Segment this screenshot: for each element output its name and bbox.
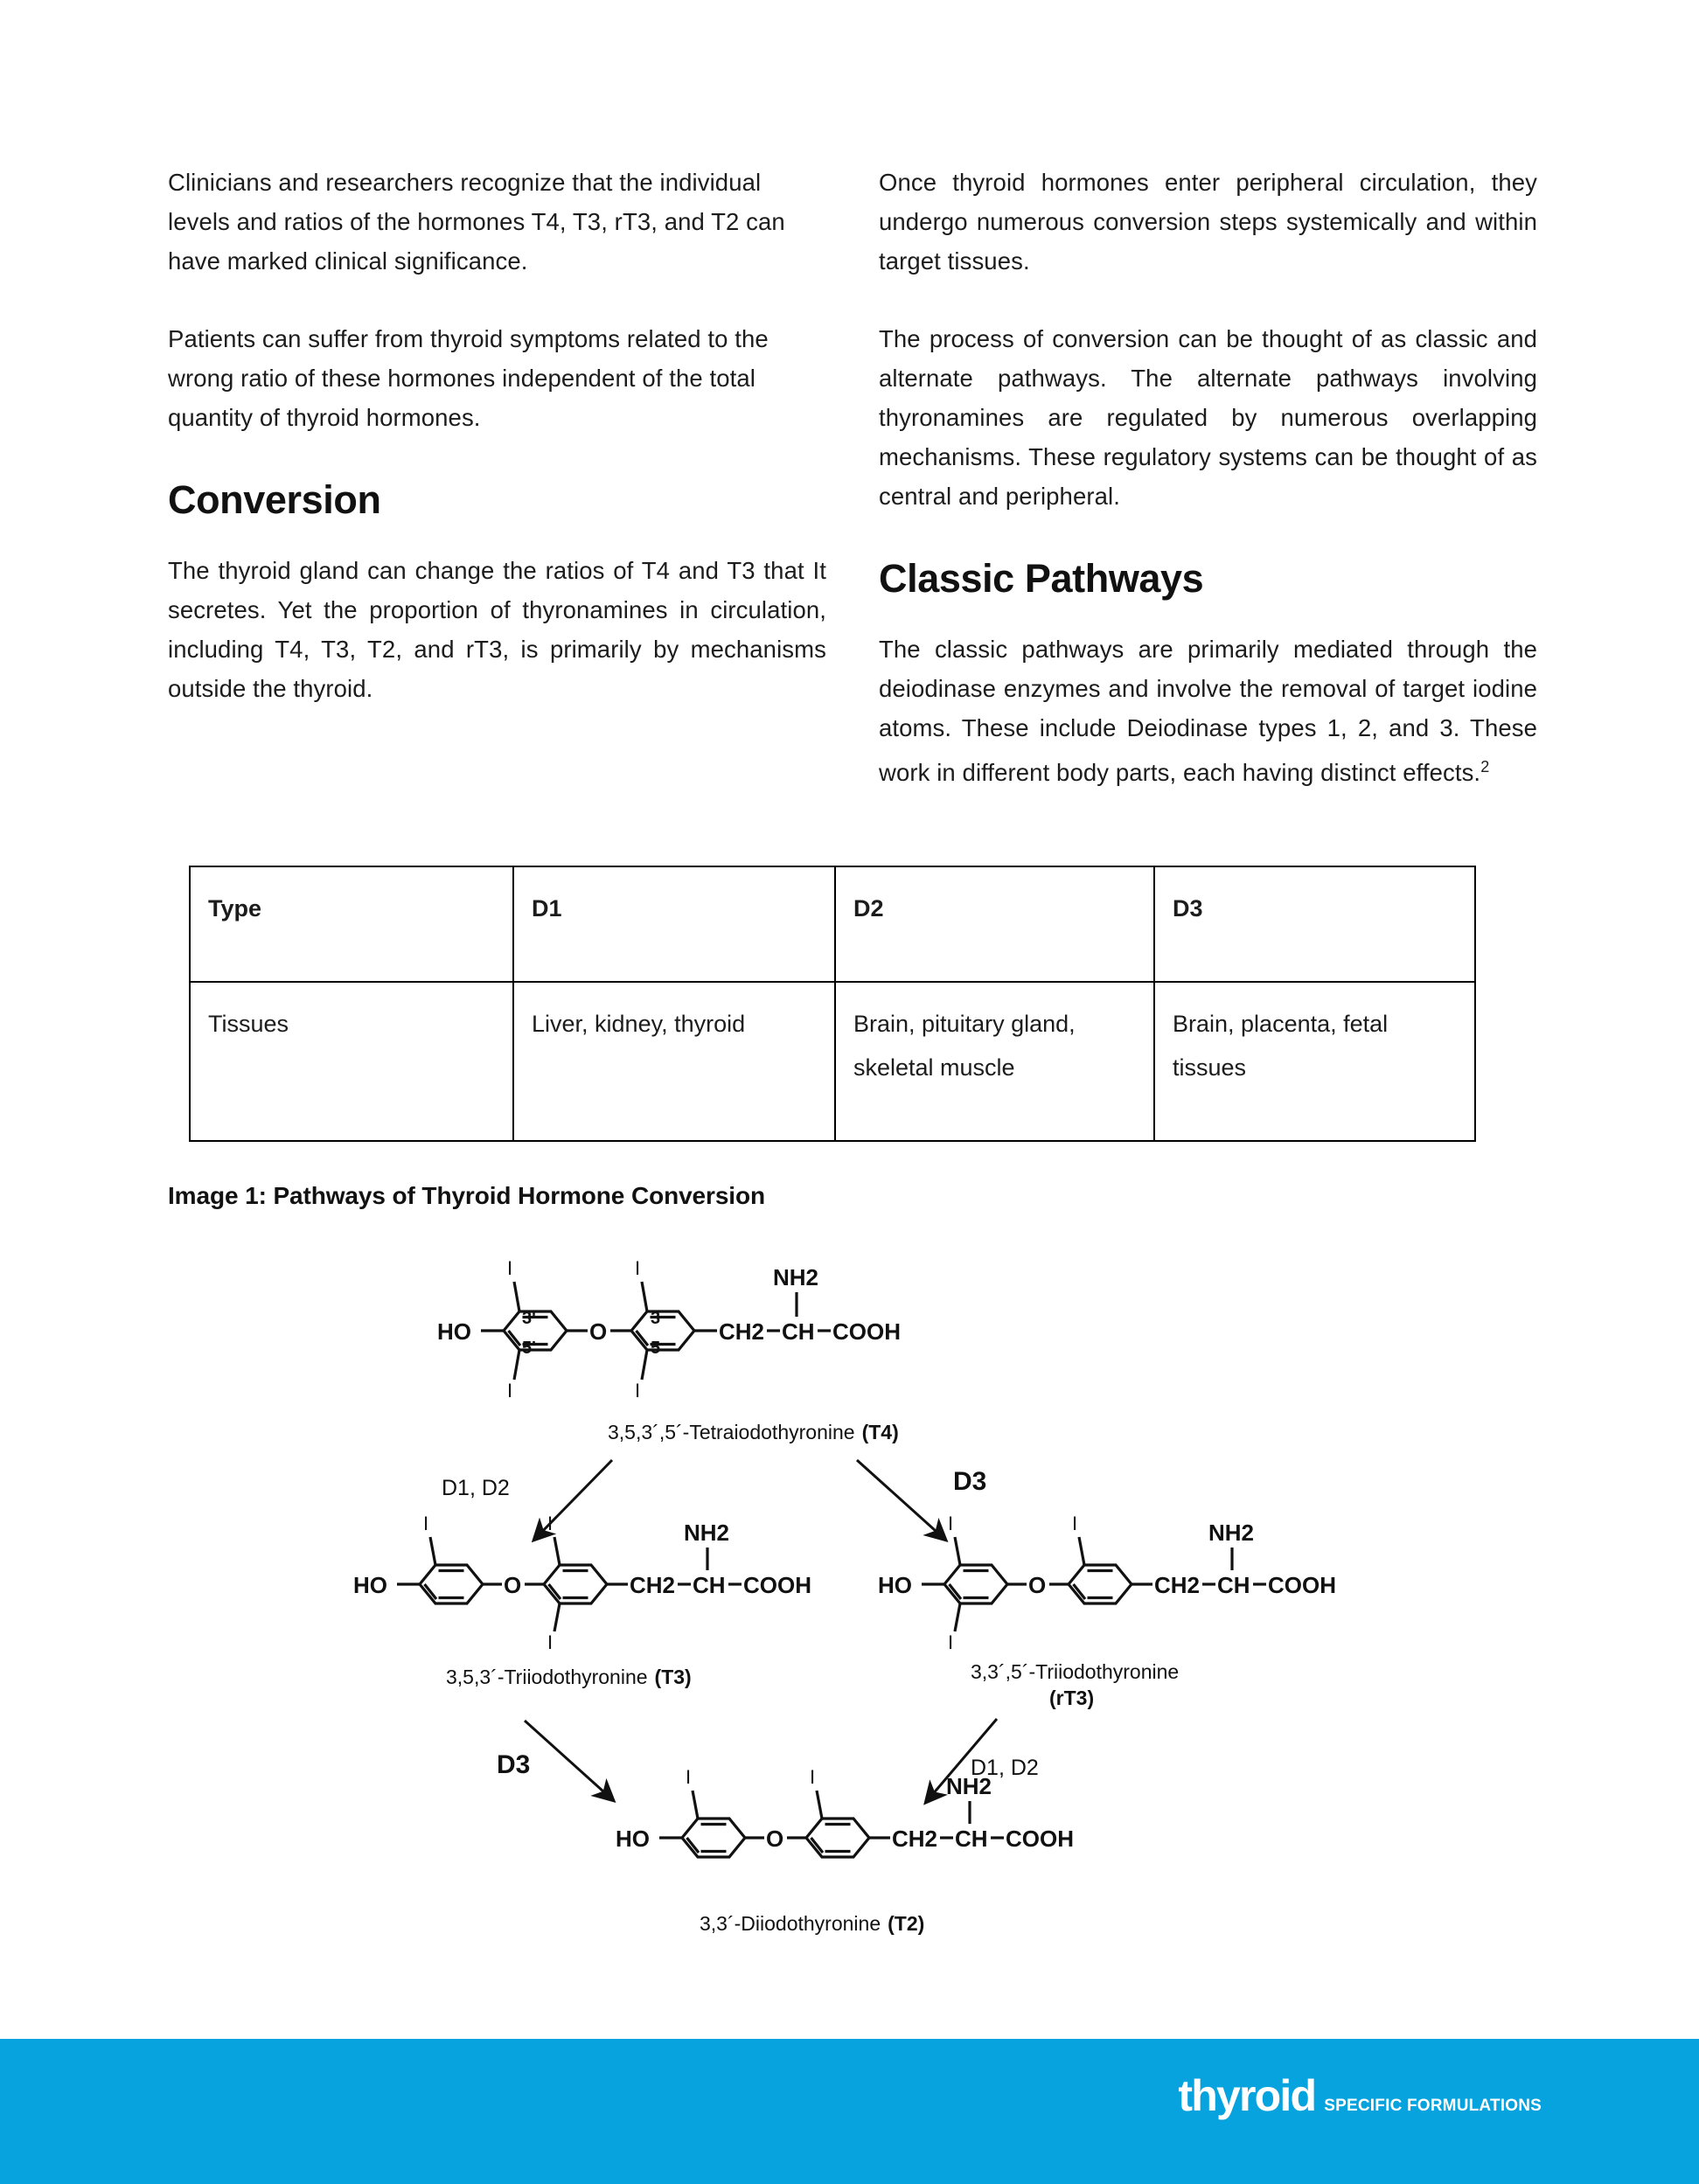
- two-column-body: [168, 163, 1537, 792]
- classic-pathways-heading: Classic Pathways: [879, 556, 1204, 601]
- t3-chain-cooh: COOH: [743, 1572, 811, 1598]
- t3-iodine-3prime: I: [423, 1513, 429, 1534]
- arrow-t3-to-t2: [497, 1721, 612, 1799]
- t4-chain-cooh: COOH: [832, 1318, 901, 1345]
- arrow-t4-to-rt3: [857, 1460, 986, 1539]
- rt3-left-hydroxyl-label: HO: [878, 1572, 912, 1598]
- rt3-chain-ch2: CH2: [1154, 1572, 1201, 1598]
- arrow-label-t3-to-t2: D3: [497, 1750, 531, 1779]
- table-cell-d1-tissues: Liver, kidney, thyroid: [513, 982, 835, 1141]
- diagram-svg: [350, 1231, 1382, 1957]
- arrow-label-t4-to-rt3: D3: [953, 1467, 987, 1496]
- left-column: [168, 163, 826, 792]
- figure-caption: Image 1: Pathways of Thyroid Hormone Conversion: [168, 1182, 765, 1209]
- t4-ether-oxygen: O: [589, 1318, 608, 1345]
- table-header-cell-d3: D3: [1154, 866, 1475, 982]
- deiodinase-table-wrapper: [189, 866, 1474, 1142]
- t4-left-hydroxyl-label: HO: [437, 1318, 471, 1345]
- t2-abbrev: (T2): [888, 1912, 925, 1935]
- t2-iodine-3: I: [810, 1766, 816, 1788]
- t4-iodine-3prime: I: [507, 1257, 513, 1279]
- t2-iodine-3prime: I: [686, 1766, 692, 1788]
- t4-name-label: [608, 1421, 899, 1443]
- rt3-iodine-3: I: [1072, 1513, 1078, 1534]
- table-header-row: [190, 866, 1475, 982]
- brand-logo: [1178, 2071, 1542, 2120]
- right-column: [879, 163, 1537, 792]
- deiodinase-table: [189, 866, 1476, 1142]
- molecule-rt3: [878, 1513, 1336, 1709]
- arrow-t4-to-t3: [442, 1460, 612, 1539]
- t4-iodine-3: I: [635, 1257, 641, 1279]
- left-paragraph-3: The thyroid gland can change the ratios of T4 and T3 that It secretes. Yet the proportion of thyronamines in circulation, including T4, T3, T2, and rT3, is primarily by mechanisms outside the thyroid.: [168, 557, 826, 702]
- t4-position-3prime: 3': [522, 1309, 536, 1328]
- brand-name: thyroid: [1178, 2071, 1316, 2120]
- t3-iodine-5: I: [547, 1631, 554, 1653]
- rt3-name: 3,3´,5´-Triiodothyronine: [971, 1660, 1180, 1683]
- table-cell-d2-tissues: Brain, pituitary gland, skeletal muscle: [835, 982, 1154, 1141]
- molecule-t2: [616, 1766, 1074, 1935]
- thyroid-conversion-diagram: [350, 1231, 1382, 1957]
- t2-amine-nh2: NH2: [946, 1773, 992, 1799]
- t4-amine-nh2: NH2: [773, 1264, 819, 1290]
- t3-name: 3,5,3´-Triiodothyronine: [446, 1666, 648, 1688]
- left-paragraph-2: Patients can suffer from thyroid symptoms related to the wrong ratio of these hormones independent of the total quantity of thyroid hormones.: [168, 325, 769, 431]
- rt3-abbrev: (rT3): [1049, 1687, 1095, 1709]
- t4-chain-ch: CH: [782, 1318, 815, 1345]
- t2-left-hydroxyl-label: HO: [616, 1826, 650, 1852]
- brand-tagline: SPECIFIC FORMULATIONS: [1324, 2097, 1542, 2115]
- molecule-t4: [437, 1257, 901, 1443]
- table-header-cell-d2: D2: [835, 866, 1154, 982]
- rt3-chain-ch: CH: [1217, 1572, 1250, 1598]
- t4-abbrev: (T4): [861, 1421, 899, 1443]
- t4-iodine-5prime: I: [507, 1380, 513, 1402]
- t4-position-3: 3: [651, 1309, 661, 1328]
- t3-iodine-3: I: [547, 1513, 554, 1534]
- conversion-heading: Conversion: [168, 477, 381, 522]
- rt3-amine-nh2: NH2: [1208, 1520, 1255, 1546]
- t3-ether-oxygen: O: [504, 1572, 522, 1598]
- arrow-label-t4-to-t3: D1, D2: [442, 1476, 510, 1500]
- t3-chain-ch: CH: [693, 1572, 726, 1598]
- right-paragraph-1: Once thyroid hormones enter peripheral circulation, they undergo numerous conversion steps systemically and within target tissues.: [879, 169, 1537, 275]
- t4-chain-ch2: CH2: [719, 1318, 765, 1345]
- t2-chain-ch2: CH2: [892, 1826, 938, 1852]
- right-paragraph-3: [879, 629, 1537, 792]
- t3-left-hydroxyl-label: HO: [353, 1572, 387, 1598]
- t2-name-label: [700, 1912, 924, 1935]
- rt3-iodine-3prime: I: [948, 1513, 954, 1534]
- t2-chain-ch: CH: [955, 1826, 988, 1852]
- t2-chain-cooh: COOH: [1006, 1826, 1074, 1852]
- left-paragraph-1: Clinicians and researchers recognize that the individual levels and ratios of the hormones T4, T3, rT3, and T2 can have marked clinical significance.: [168, 169, 785, 275]
- rt3-ether-oxygen: O: [1028, 1572, 1047, 1598]
- t4-iodine-5: I: [635, 1380, 641, 1402]
- table-cell-tissues-label: Tissues: [190, 982, 513, 1141]
- table-row: [190, 982, 1475, 1141]
- table-header-cell-d1: D1: [513, 866, 835, 982]
- t3-amine-nh2: NH2: [684, 1520, 730, 1546]
- right-paragraph-3-text: The classic pathways are primarily mediated through the deiodinase enzymes and involve the removal of target iodine atoms. These include Deiodinase types 1, 2, and 3. These work in different body parts, each having distinct effects.: [879, 636, 1537, 787]
- t3-abbrev: (T3): [654, 1666, 692, 1688]
- t4-position-5prime: 5': [522, 1339, 536, 1358]
- table-header-cell-type: Type: [190, 866, 513, 982]
- rt3-chain-cooh: COOH: [1268, 1572, 1336, 1598]
- arrow-label-rt3-to-t2: D1, D2: [971, 1756, 1039, 1780]
- molecule-t3: [353, 1513, 811, 1688]
- rt3-iodine-5prime: I: [948, 1631, 954, 1653]
- right-paragraph-2: The process of conversion can be thought of as classic and alternate pathways. The alternate pathways involving thyronamines are regulated by numerous overlapping mechanisms. These regulatory systems can be thought of as central and peripheral.: [879, 325, 1537, 510]
- table-cell-d3-tissues: Brain, placenta, fetal tissues: [1154, 982, 1475, 1141]
- t3-chain-ch2: CH2: [630, 1572, 676, 1598]
- t2-name: 3,3´-Diiodothyronine: [700, 1912, 881, 1935]
- footnote-reference: 2: [1480, 758, 1490, 776]
- t4-position-5: 5: [651, 1339, 661, 1358]
- t2-ether-oxygen: O: [766, 1826, 784, 1852]
- t3-name-label: [446, 1666, 692, 1688]
- t4-name: 3,5,3´,5´-Tetraiodothyronine: [608, 1421, 855, 1443]
